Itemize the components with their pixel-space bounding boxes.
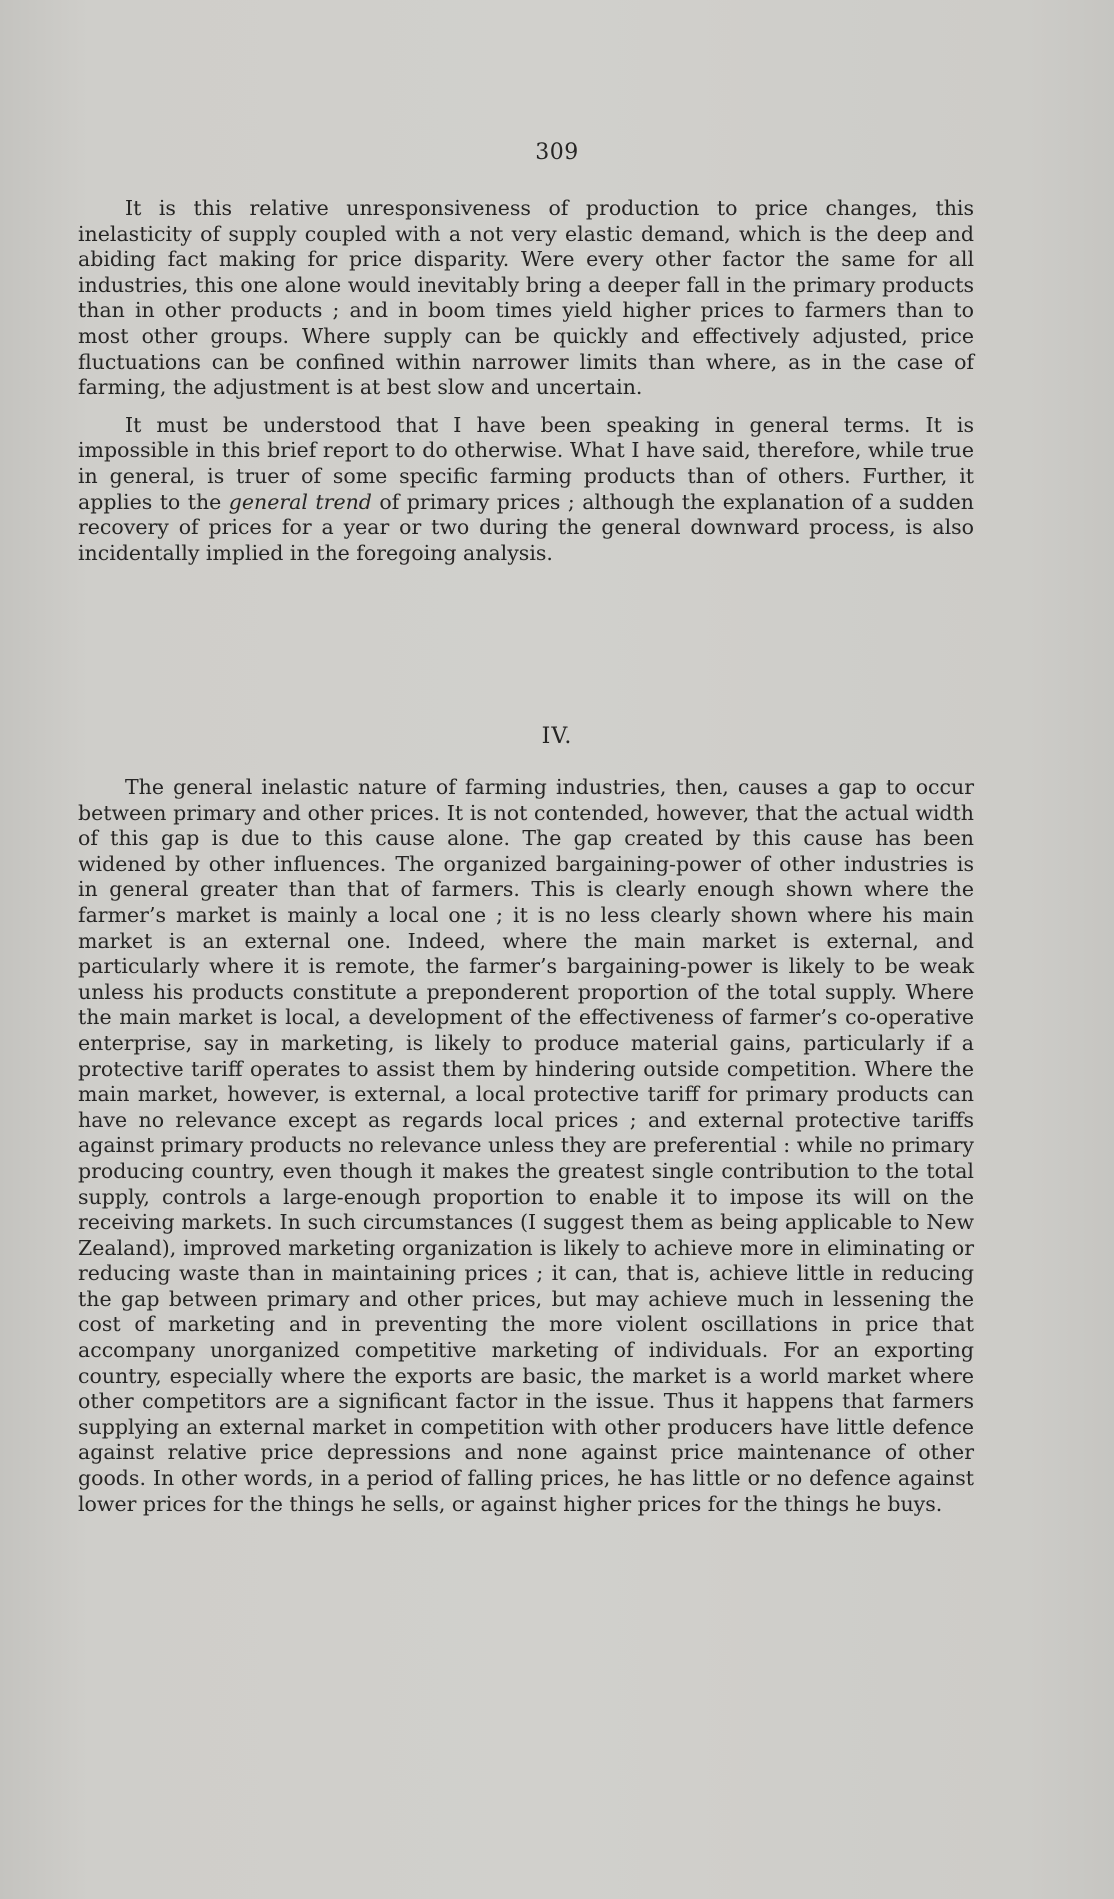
paragraph-general-terms-text-1: It must be understood that I have been speaking in general terms. It is impossible in this brief report to do otherwise. What I have said, therefore, while true in general, is truer of some specific farming products than of others. Further, it applies to the [78, 412, 974, 514]
text-block-section-iii-end [78, 196, 974, 566]
paragraph-general-terms [78, 413, 974, 567]
paragraph-general-terms-text-2: of primary prices ; although the explanation of a sudden recovery of prices for a year or two during the general downward process, is also incidentally implied in the foregoing analysis. [78, 489, 975, 565]
page-number: 309 [535, 140, 579, 165]
text-block-section-iv [78, 775, 974, 1517]
paragraph-price-disparity: It is this relative unresponsiveness of production to price changes, this inelasticity of supply coupled with a not very elastic demand, which is the deep and abiding fact making for price disparity. Were every other factor the same for all industries, this one alone would inevitably bring a deeper fall in the primary products than in other products ; and in boom times yield higher prices to farmers than to most other groups. Where supply can be quickly and effectively adjusted, price fluctuations can be confined within narrower limits than where, as in the case of farming, the adjustment is at best slow and uncertain. [78, 196, 974, 400]
italic-general-trend: general trend [228, 489, 372, 514]
paragraph-inelastic-nature: The general inelastic nature of farming industries, then, causes a gap to occur between primary and other prices. It is not contended, however, that the actual width of this gap is due to this cause alone. The gap created by this cause has been widened by other influences. The organized bargaining-power of other industries is in general greater than that of farmers. This is clearly enough shown where the farmer’s market is mainly a local one ; it is no less clearly shown where his main market is an external one. Indeed, where the main market is external, and particularly where it is remote, the farmer’s bargaining-power is likely to be weak unless his products constitute a preponderent proportion of the total supply. Where the main market is local, a development of the effectiveness of farmer’s co-operative enterprise, say in marketing, is likely to produce material gains, particularly if a protective tariff operates to assist them by hindering outside competition. Where the main market, however, is external, a local protective tariff for primary products can have no relevance except as regards local prices ; and external protective tariffs against primary products no relevance unless they are preferential : while no primary producing country, even though it makes the greatest single contribution to the total supply, controls a large-enough proportion to enable it to impose its will on the receiving markets. In such circumstances (I suggest them as being applicable to New Zealand), improved marketing organization is likely to achieve more in eliminating or reducing waste than in maintaining prices ; it can, that is, achieve little in reducing the gap between primary and other prices, but may achieve much in lessening the cost of marketing and in preventing the more violent oscillations in price that accompany unorganized competitive marketing of individuals. For an exporting country, especially where the exports are basic, the market is a world market where other competitors are a significant factor in the issue. Thus it happens that farmers supplying an external market in competition with other producers have little defence against relative price depressions and none against price maintenance of other goods. In other words, in a period of falling prices, he has little or no defence against lower prices for the things he sells, or against higher prices for the things he buys. [78, 775, 974, 1516]
section-heading-iv: IV. [541, 724, 573, 749]
